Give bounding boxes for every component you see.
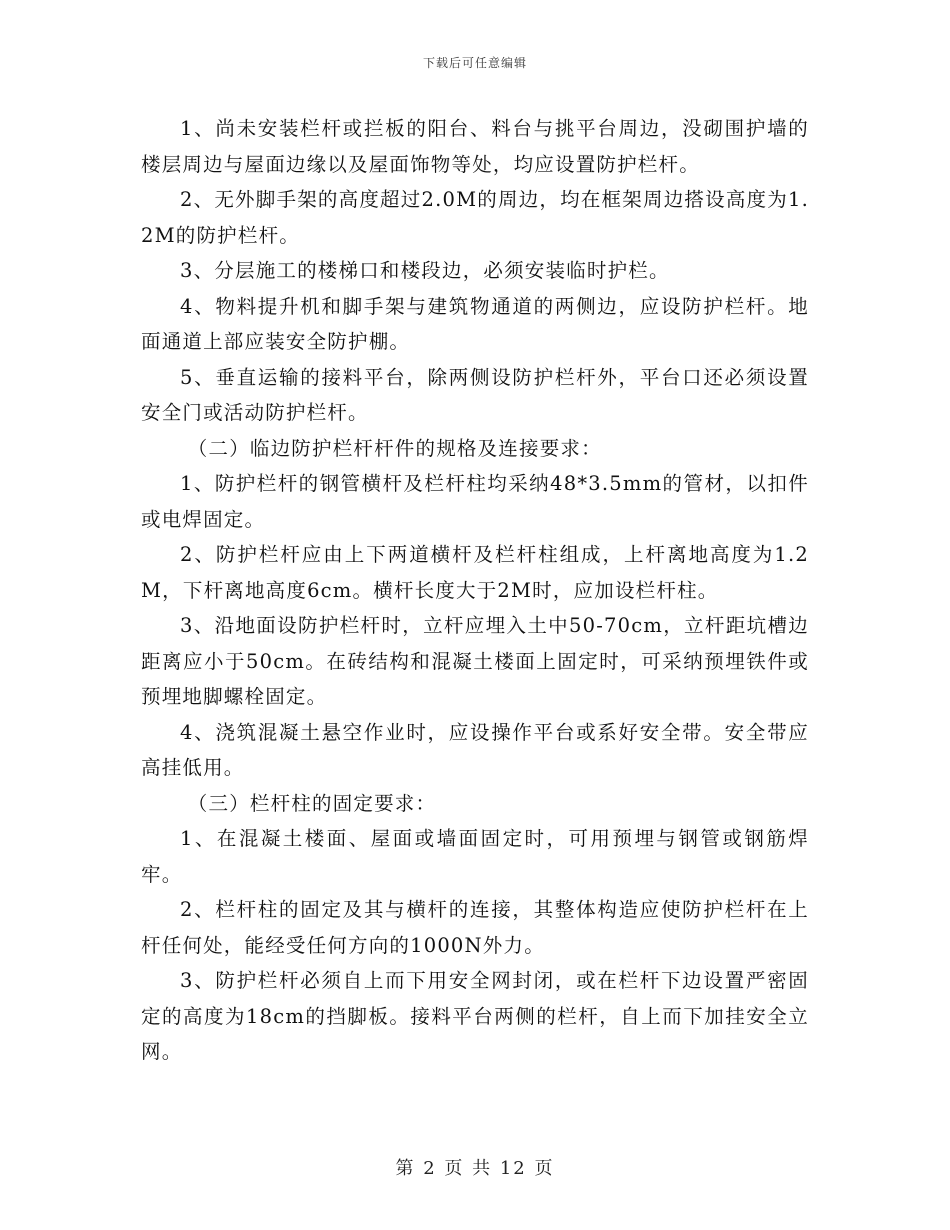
paragraph: 3、沿地面设防护栏杆时，立杆应埋入土中50-70cm，立杆距坑槽边距离应小于50cm。在砖结构和混凝土楼面上固定时，可采纳预埋铁件或预埋地脚螺栓固定。	[141, 614, 809, 708]
paragraph: 2、无外脚手架的高度超过2.0M的周边，均在框架周边搭设高度为1.2M的防护栏杆。	[141, 188, 809, 247]
section-heading: （二）临边防护栏杆杆件的规格及连接要求：	[187, 436, 602, 460]
section-heading: （三）栏杆柱的固定要求：	[187, 791, 437, 815]
paragraph: 3、分层施工的楼梯口和楼段边，必须安装临时护栏。	[180, 259, 670, 282]
page-number: 第 2 页 共 12 页	[395, 1158, 555, 1179]
paragraph: 5、垂直运输的接料平台，除两侧设防护栏杆外，平台口还必须设置安全门或活动防护栏杆。	[141, 365, 809, 424]
paragraph: 4、浇筑混凝土悬空作业时，应设操作平台或系好安全带。安全带应高挂低用。	[141, 720, 809, 779]
paragraph: 2、防护栏杆应由上下两道横杆及栏杆柱组成，上杆离地高度为1.2M，下杆离地高度6cm。横杆长度大于2M时，应加设栏杆柱。	[141, 543, 809, 602]
paragraph: 1、在混凝土楼面、屋面或墙面固定时，可用预埋与钢管或钢筋焊牢。	[141, 827, 809, 886]
document-body	[141, 111, 809, 1070]
paragraph: 4、物料提升机和脚手架与建筑物通道的两侧边，应设防护栏杆。地面通道上部应装安全防护棚。	[141, 294, 809, 353]
paragraph: 1、防护栏杆的钢管横杆及栏杆柱均采纳48*3.5mm的管材，以扣件或电焊固定。	[141, 472, 809, 531]
paragraph: 1、尚未安装栏杆或拦板的阳台、料台与挑平台周边，没砌围护墙的楼层周边与屋面边缘以及屋面饰物等处，均应设置防护栏杆。	[141, 117, 809, 176]
paragraph: 3、防护栏杆必须自上而下用安全网封闭，或在栏杆下边设置严密固定的高度为18cm的挡脚板。接料平台两侧的栏杆，自上而下加挂安全立网。	[141, 969, 809, 1063]
page-header: 下载后可任意编辑	[422, 56, 527, 70]
paragraph: 2、栏杆柱的固定及其与横杆的连接，其整体构造应使防护栏杆在上杆任何处，能经受任何方向的1000N外力。	[141, 898, 809, 957]
